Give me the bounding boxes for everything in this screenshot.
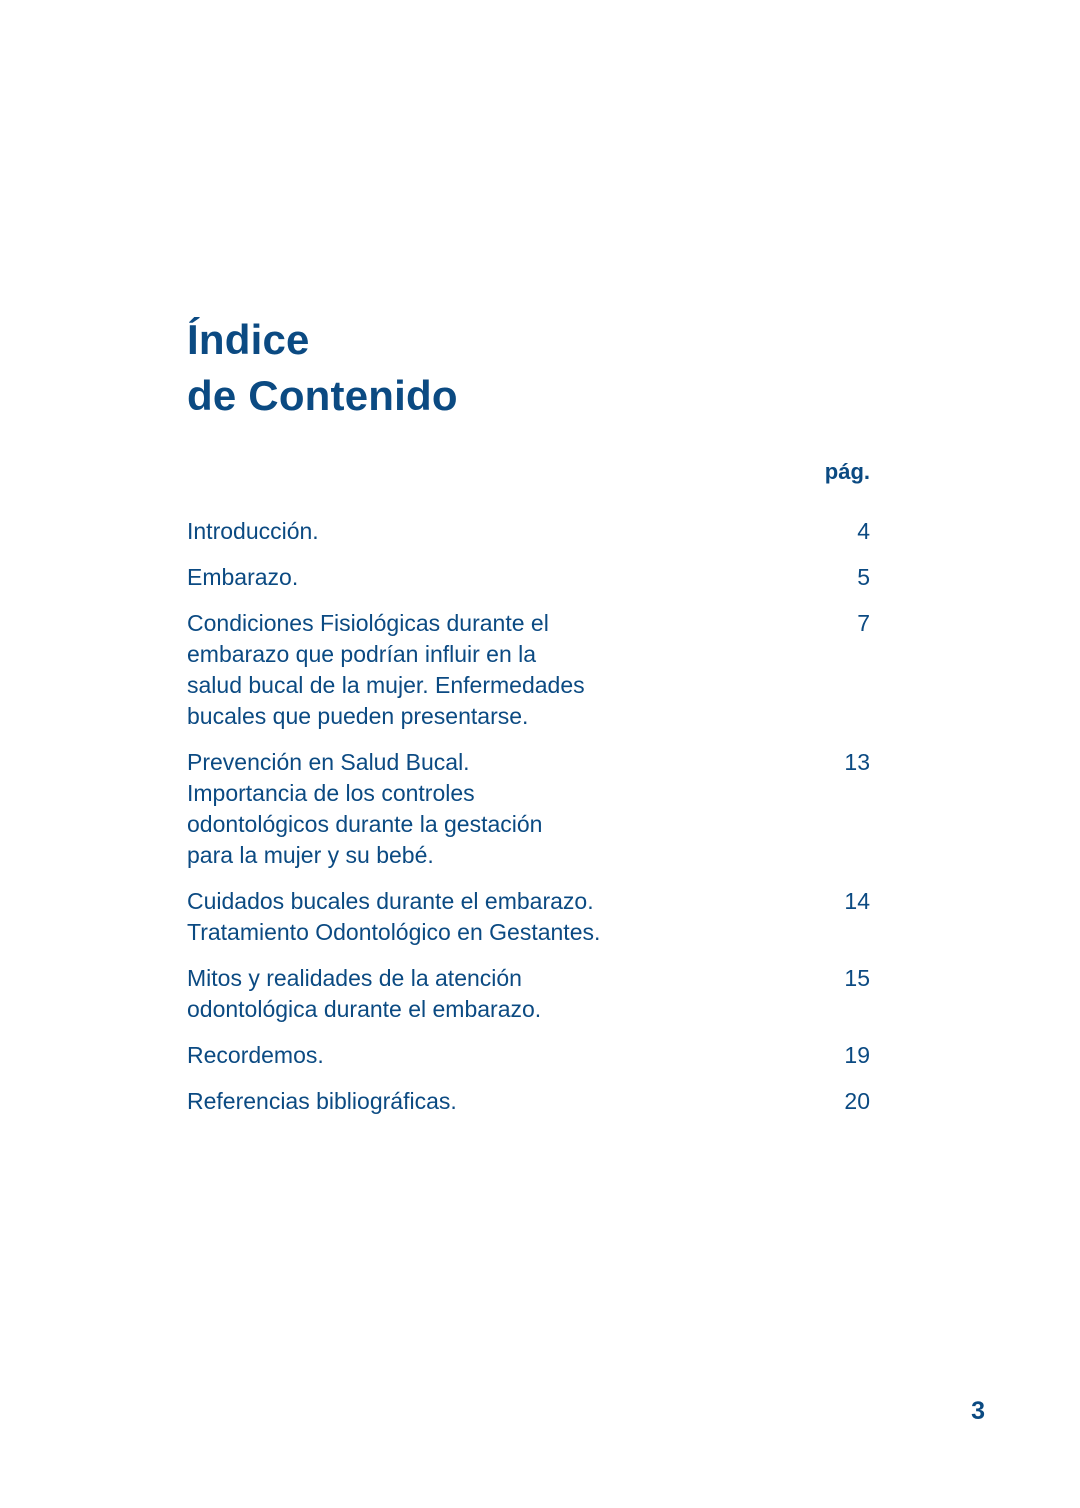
toc-entry-page: 20 <box>844 1088 870 1114</box>
page-title <box>187 312 458 424</box>
toc-entry-title: Cuidados bucales durante el embarazo. Tratamiento Odontológico en Gestantes. <box>187 888 601 945</box>
toc-entry-title: Mitos y realidades de la atención odontológica durante el embarazo. <box>187 965 542 1022</box>
toc-entry-title: Condiciones Fisiológicas durante el embarazo que podrían influir en la salud bucal de la mujer. Enfermedades bucales que pueden presentarse. <box>187 610 585 729</box>
toc-entry-page: 7 <box>857 610 870 636</box>
toc-entry-title: Recordemos. <box>187 1042 324 1068</box>
page-number: 3 <box>971 1397 985 1425</box>
toc-entry-title: Prevención en Salud Bucal. Importancia de los controles odontológicos durante la gestación para la mujer y su bebé. <box>187 749 543 868</box>
toc-entry-page: 15 <box>844 965 870 991</box>
toc-entry[interactable] <box>187 562 870 593</box>
toc-entry[interactable] <box>187 1086 870 1117</box>
toc-entry-page: 19 <box>844 1042 870 1068</box>
page-title-line-2: de Contenido <box>187 372 458 419</box>
toc-entry-title: Embarazo. <box>187 564 299 590</box>
toc-entry-page: 5 <box>857 564 870 590</box>
toc-entry[interactable] <box>187 747 870 871</box>
table-of-contents <box>187 516 870 1132</box>
toc-entry[interactable] <box>187 1040 870 1071</box>
toc-entry[interactable] <box>187 963 870 1025</box>
toc-entry-title: Referencias bibliográficas. <box>187 1088 457 1114</box>
toc-entry[interactable] <box>187 608 870 732</box>
toc-entry-page: 14 <box>844 888 870 914</box>
page-column-label: pág. <box>824 459 870 484</box>
toc-entry-page: 13 <box>844 749 870 775</box>
toc-entry-page: 4 <box>857 518 870 544</box>
page-title-line-1: Índice <box>187 316 310 363</box>
toc-entry[interactable] <box>187 886 870 948</box>
toc-entry-title: Introducción. <box>187 518 319 544</box>
toc-entry[interactable] <box>187 516 870 547</box>
